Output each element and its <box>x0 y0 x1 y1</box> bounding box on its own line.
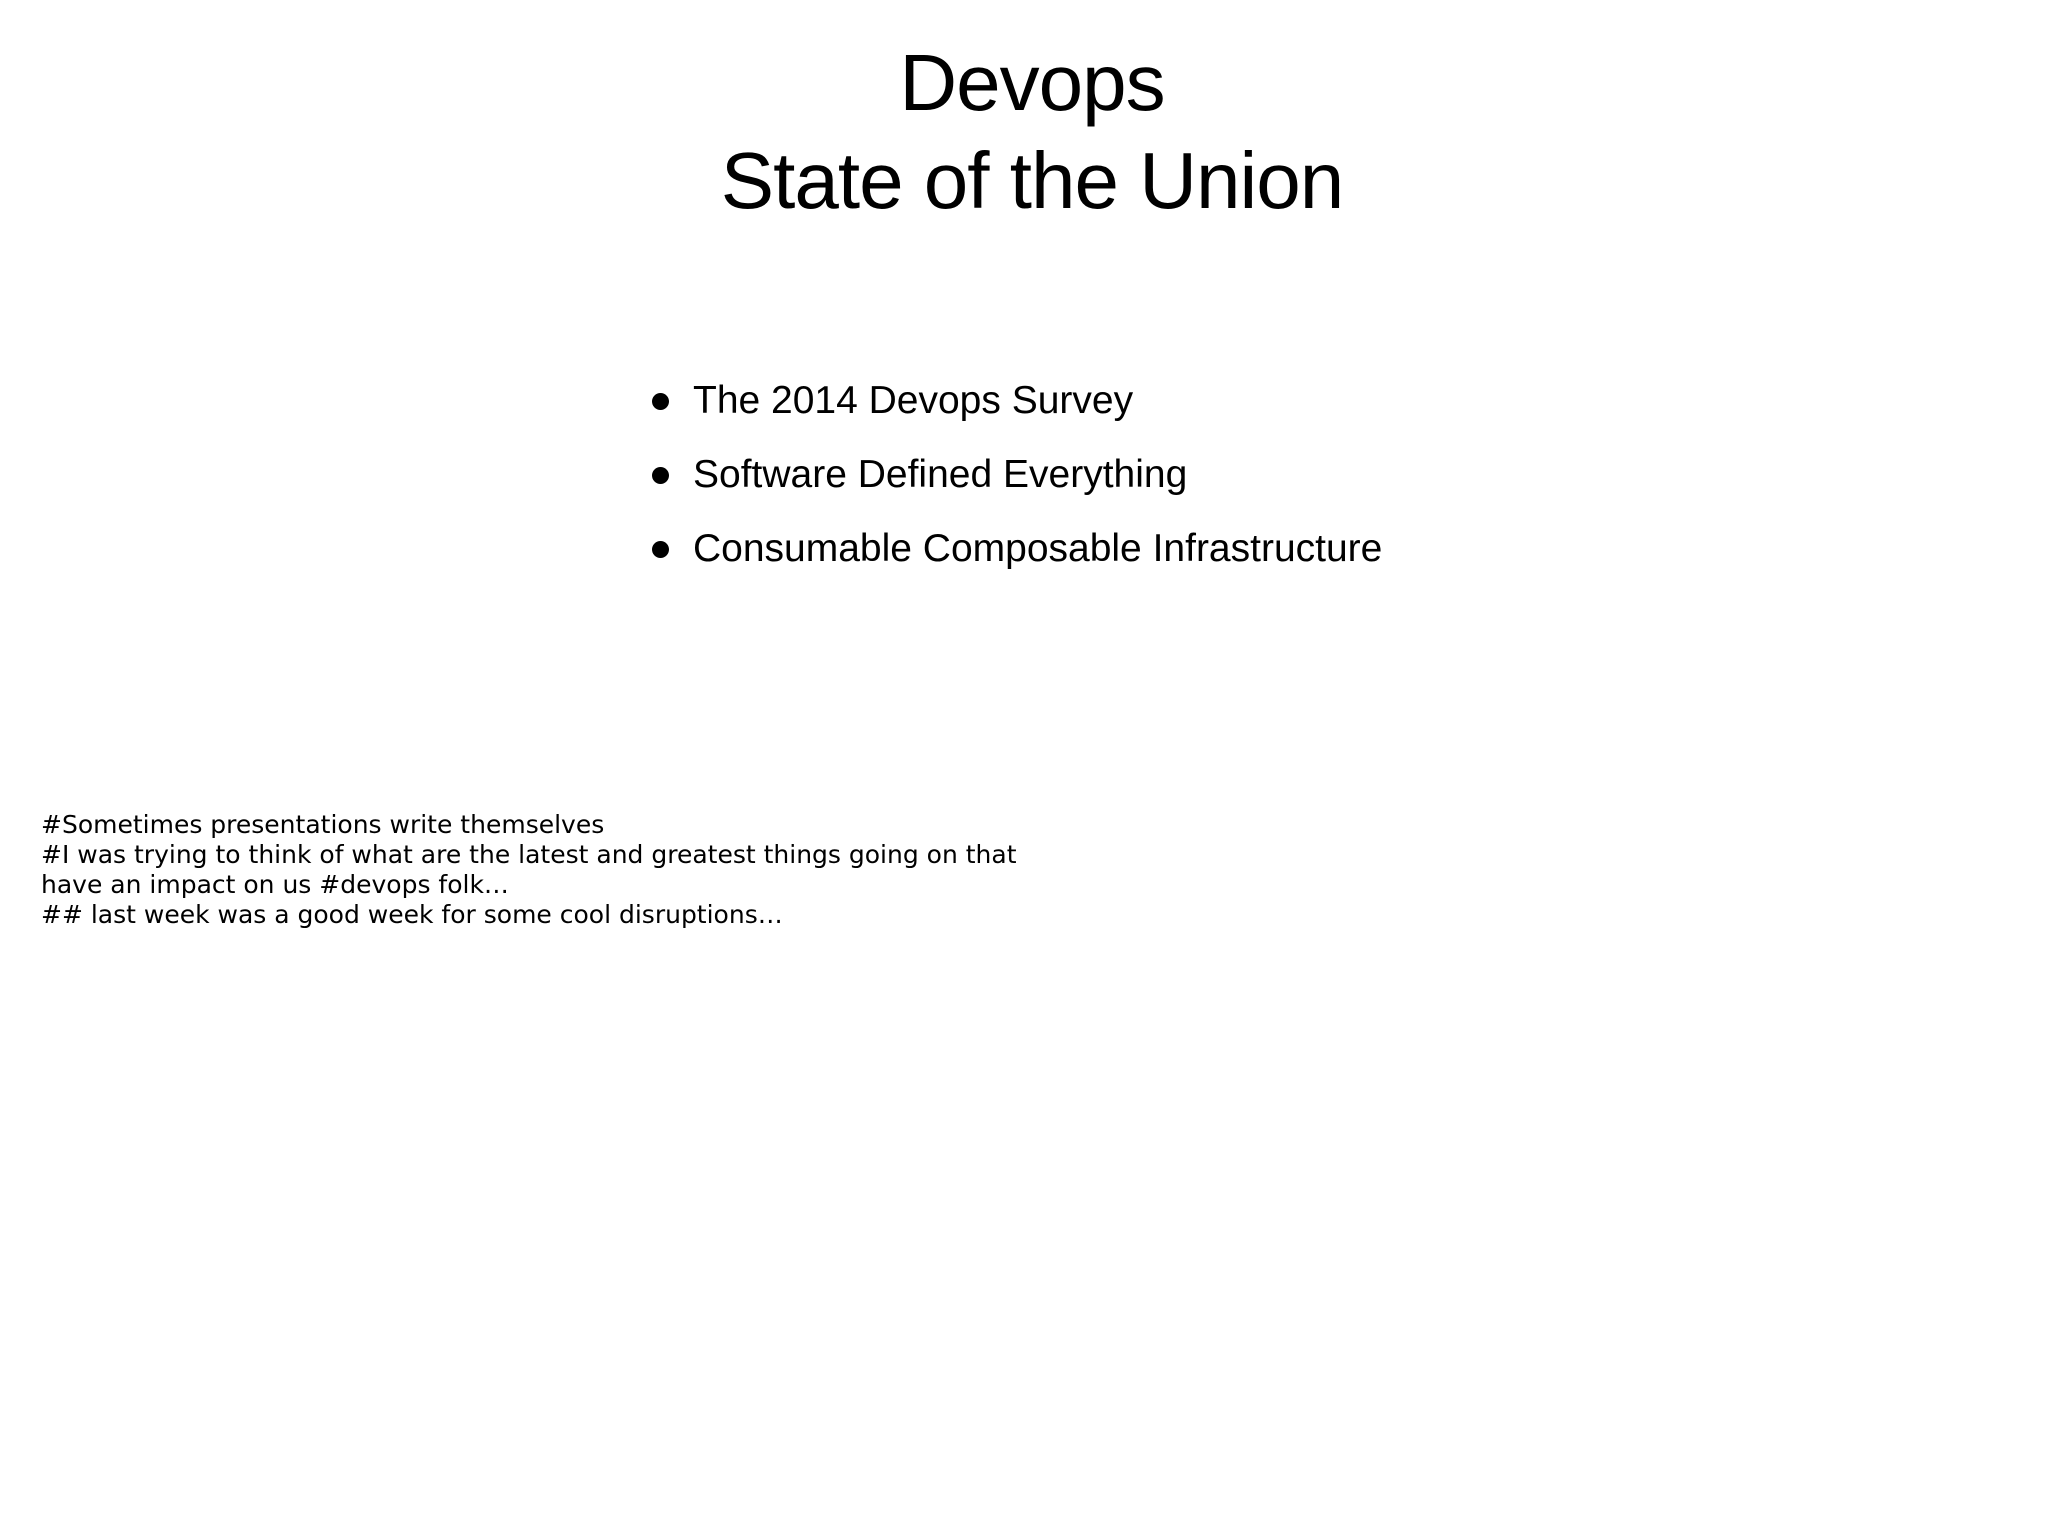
bullet-text: Consumable Composable Infrastructure <box>693 527 1383 570</box>
speaker-notes <box>41 810 1081 930</box>
notes-line: #Sometimes presentations write themselves <box>41 810 605 839</box>
title-line-1: Devops <box>899 38 1165 127</box>
bullet-item <box>648 512 1382 586</box>
bullet-list <box>648 364 1382 586</box>
bullet-text: Software Defined Everything <box>693 453 1188 496</box>
bullet-item <box>648 364 1382 438</box>
bullet-dot-icon <box>652 467 669 484</box>
bullet-dot-icon <box>652 393 669 410</box>
notes-line: #I was trying to think of what are the latest and greatest things going on that <box>41 840 1017 869</box>
slide-title <box>0 34 2048 230</box>
bullet-item <box>648 438 1382 512</box>
bullet-dot-icon <box>652 541 669 558</box>
notes-line: have an impact on us #devops folk… <box>41 870 509 899</box>
notes-line: ## last week was a good week for some cool disruptions… <box>41 900 783 929</box>
title-line-2: State of the Union <box>720 136 1344 225</box>
bullet-text: The 2014 Devops Survey <box>693 379 1134 422</box>
